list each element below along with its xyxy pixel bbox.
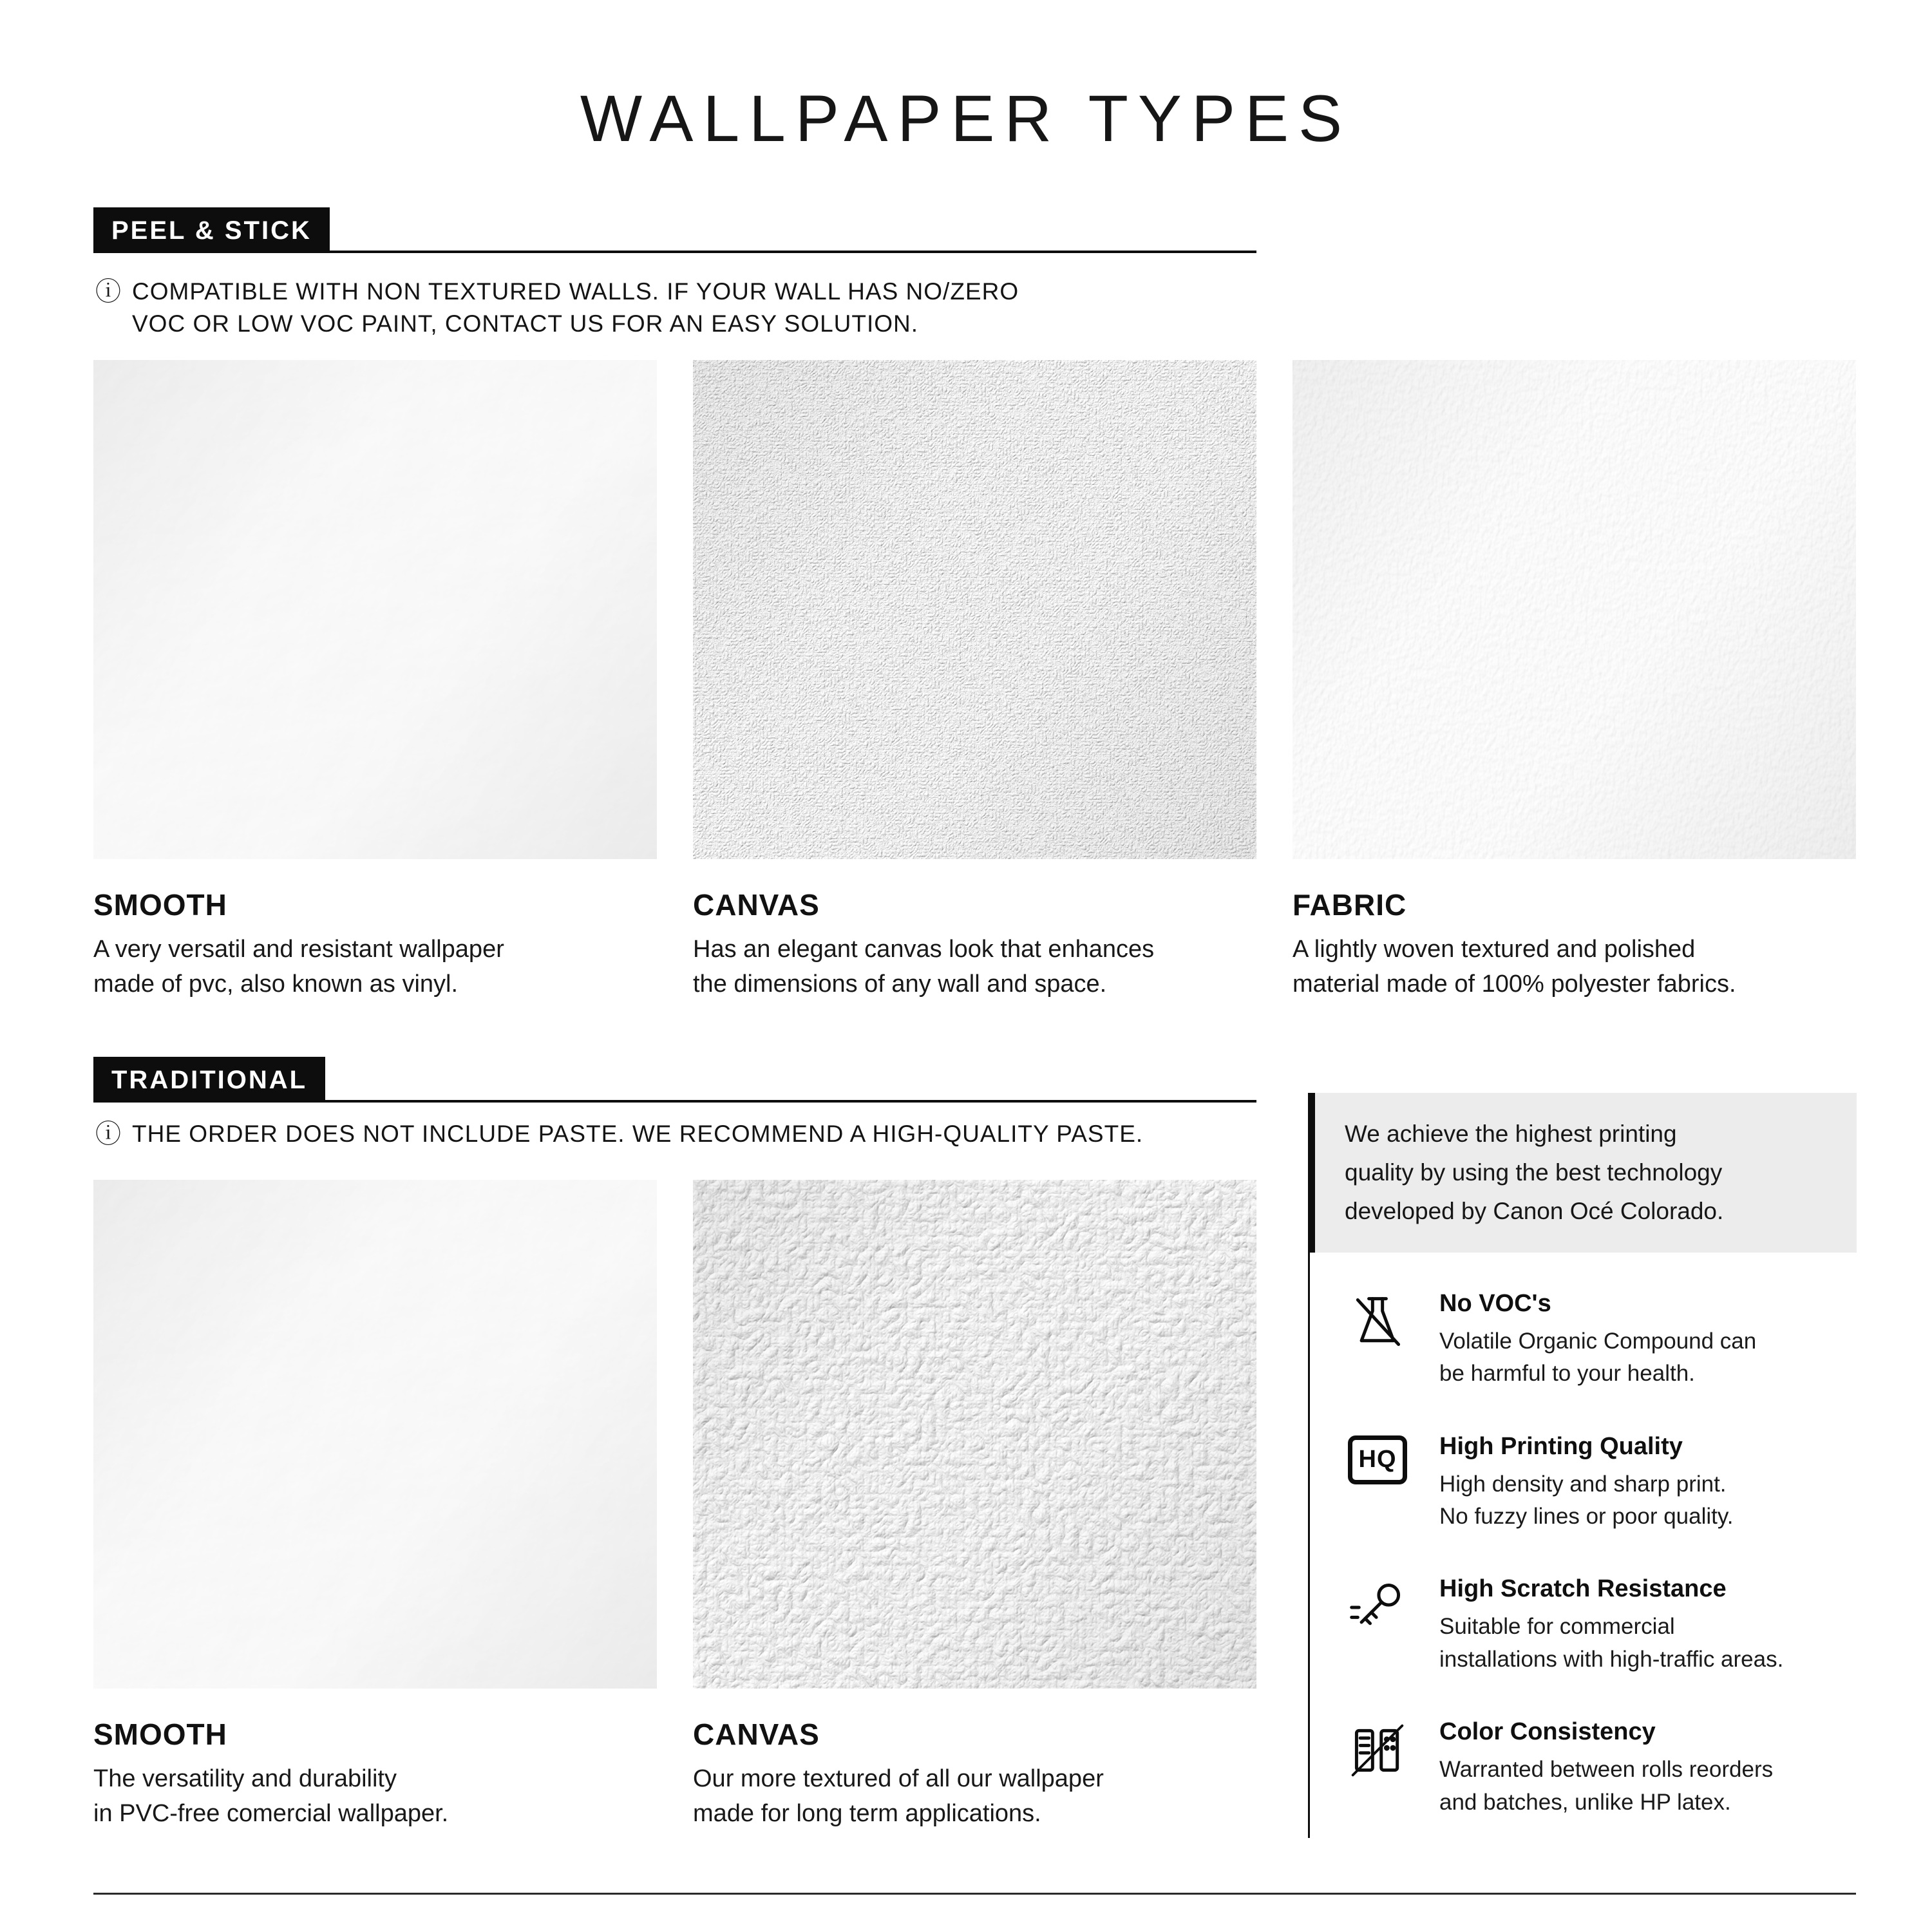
feature-title: High Scratch Resistance xyxy=(1439,1575,1727,1603)
swatch-name: SMOOTH xyxy=(93,888,227,922)
texture-shade-overlay xyxy=(93,1180,657,1689)
smooth-texture-image xyxy=(93,360,657,859)
feature-no-voc xyxy=(1348,1290,1857,1390)
printing-quality-callout: We achieve the highest printing quality by using the best technology developed by Canon Océ Colorado. xyxy=(1308,1093,1857,1253)
swatch-trad-smooth xyxy=(93,1180,657,1832)
bottom-divider-line xyxy=(93,1893,1856,1895)
swatch-name: CANVAS xyxy=(693,1718,820,1751)
hq-badge-icon: HQ xyxy=(1348,1433,1407,1533)
swatch-name: CANVAS xyxy=(693,888,820,922)
color-swatches-icon xyxy=(1348,1718,1407,1819)
quality-sidebar xyxy=(1308,1093,1857,1861)
canvas-texture-image xyxy=(693,360,1256,859)
fabric-texture-image xyxy=(1293,360,1856,859)
smooth-texture-image xyxy=(93,1180,657,1689)
feature-color-consistency xyxy=(1348,1718,1857,1819)
info-icon: ⓘ xyxy=(95,1120,122,1148)
no-voc-flask-icon xyxy=(1348,1290,1407,1390)
swatch-description: The versatility and durability in PVC-free comercial wallpaper. xyxy=(93,1765,449,1827)
info-icon: ⓘ xyxy=(95,278,122,306)
feature-description: Volatile Organic Compound can be harmful to your health. xyxy=(1439,1328,1757,1387)
section-rule-line xyxy=(330,251,1256,253)
feature-title: High Printing Quality xyxy=(1439,1432,1683,1460)
swatch-description: Has an elegant canvas look that enhances the dimensions of any wall and space. xyxy=(693,936,1155,998)
swatch-peel-canvas xyxy=(693,360,1256,1002)
feature-title: No VOC's xyxy=(1439,1289,1551,1317)
feature-high-printing-quality xyxy=(1348,1433,1857,1533)
swatch-description: Our more textured of all our wallpaper made for long term applications. xyxy=(693,1765,1104,1827)
feature-description: High density and sharp print. No fuzzy lines or poor quality. xyxy=(1439,1471,1734,1529)
page-title: WALLPAPER TYPES xyxy=(580,82,1352,155)
texture-shade-overlay xyxy=(1293,360,1856,859)
feature-description: Warranted between rolls reorders and batches, unlike HP latex. xyxy=(1439,1757,1774,1815)
swatch-description: A lightly woven textured and polished material made of 100% polyester fabrics. xyxy=(1293,936,1736,998)
section-header-traditional xyxy=(93,1057,1256,1103)
traditional-note-text: THE ORDER DOES NOT INCLUDE PASTE. WE RECOMMEND A HIGH-QUALITY PASTE. xyxy=(132,1121,1144,1147)
swatch-name: SMOOTH xyxy=(93,1718,227,1751)
feature-high-scratch-resistance xyxy=(1348,1575,1857,1676)
swatch-peel-smooth xyxy=(93,360,657,1002)
sidebar-vertical-rule xyxy=(1308,1093,1310,1838)
scratch-key-icon xyxy=(1348,1575,1407,1676)
feature-list xyxy=(1348,1290,1857,1819)
texture-shade-overlay xyxy=(693,1180,1256,1689)
peel-stick-note-text: COMPATIBLE WITH NON TEXTURED WALLS. IF YOUR WALL HAS NO/ZERO VOC OR LOW VOC PAINT, CONTACT US FOR AN EASY SOLUTION. xyxy=(132,278,1019,337)
peel-stick-badge: PEEL & STICK xyxy=(93,207,330,253)
feature-title: Color Consistency xyxy=(1439,1718,1656,1746)
peel-stick-swatch-grid xyxy=(93,360,1856,1002)
swatch-name: FABRIC xyxy=(1293,888,1407,922)
texture-shade-overlay xyxy=(93,360,657,859)
feature-description: Suitable for commercial installations with high-traffic areas. xyxy=(1439,1614,1784,1672)
traditional-swatch-grid xyxy=(93,1180,1256,1832)
swatch-trad-canvas xyxy=(693,1180,1256,1832)
texture-shade-overlay xyxy=(693,360,1256,859)
section-rule-line xyxy=(325,1100,1256,1103)
traditional-badge: TRADITIONAL xyxy=(93,1057,325,1103)
canvas-texture-image xyxy=(693,1180,1256,1689)
section-header-peel-stick xyxy=(93,207,1256,253)
swatch-description: A very versatil and resistant wallpaper made of pvc, also known as vinyl. xyxy=(93,936,504,998)
traditional-note xyxy=(95,1118,1143,1150)
peel-stick-note xyxy=(95,276,1019,340)
swatch-peel-fabric xyxy=(1293,360,1856,1002)
